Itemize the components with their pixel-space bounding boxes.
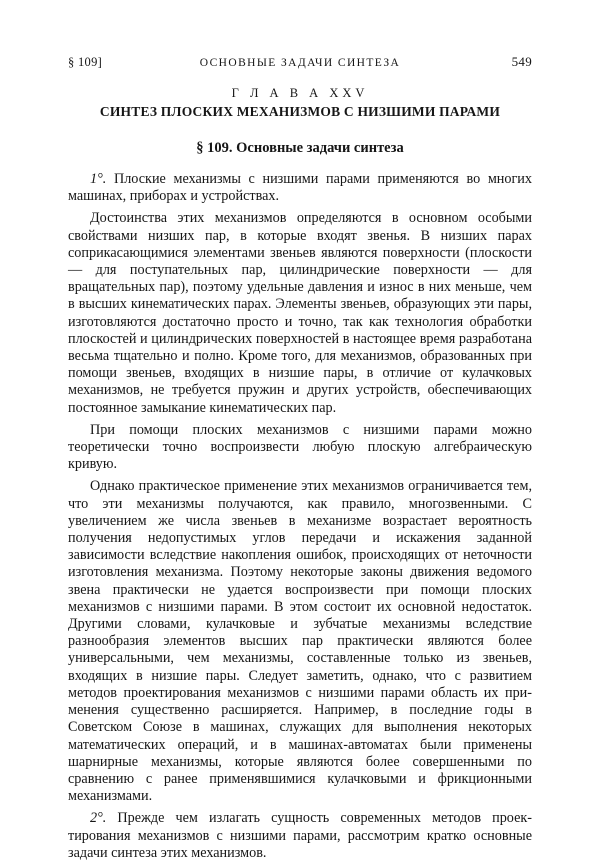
page-number: 549 — [511, 54, 532, 69]
chapter-label: Г Л А В А XXV — [231, 86, 369, 100]
paragraph-4 — [68, 478, 532, 805]
paragraph-text: Прежде чем излагать сущность современных методов проектирования механизмов с низшими парами, рассмотрим кратко основные задачи синтеза этих механизмов. — [68, 810, 532, 861]
paragraph-text: При помощи плоских механизмов с низшими парами можно теоретически точно воспроизвести любую плоскую алгебраическую кривую. — [68, 421, 532, 473]
running-title: ОСНОВНЫЕ ЗАДАЧИ СИНТЕЗА — [199, 57, 401, 69]
paragraph-number: 1°. — [90, 171, 107, 187]
book-page — [68, 54, 532, 862]
chapter-title: СИНТЕЗ ПЛОСКИХ МЕХАНИЗМОВ С НИЗШИМИ ПАРАМИ — [99, 104, 501, 119]
paragraph-number: 2°. — [90, 810, 107, 827]
section-heading: § 109. Основные задачи синтеза — [196, 140, 404, 156]
running-head — [68, 54, 532, 72]
paragraph-5 — [68, 810, 532, 862]
paragraph-2 — [68, 210, 532, 416]
paragraph-1 — [68, 171, 532, 205]
section-reference: § 109] — [68, 55, 103, 69]
paragraph-text: Однако практическое применение этих механизмов ограничивается тем, что эти механизмы получаются, как правило, многозвенными. С увеличением же числа звеньев в механизме возрастает вероятность получения недопустимых углов передачи и искажения заданной зависимости вследствие накопления ошибок, происходящих от неточности изготовления механизма. Поэтому некоторые законы движения ведомого звена практически не удается воспроизвести при помощи плоских механизмов с низшими парами. В этом состоит их основной недостаток. Другими словами, кулачковые и зубчатые механизмы вследствие разнообразия элементов высших пар практически являются более универсальными, чем механизмы, составленные только из звеньев, входящих в низшие пары. Следует заметить, однако, что с развитием методов проектирования механизмов с низшими парами область их применения существенно расширяется. Например, в последние годы в Советском Союзе в машинах, служащих для выполнения некоторых математических операций, и в машинах-автоматах были применены шарнирные механизмы, которые являются более совершенными по сравнению с ранее применявшимися кулачковыми и фрикционными механизмами. — [68, 478, 532, 805]
paragraph-text: Достоинства этих механизмов определяются в основном особыми свойствами низших пар, в которые входят звенья. В низших парах соприкасающимися элементами звеньев являются поверхности (плоскости — для поступательных пар, цилиндрические поверхности — для вращательных пар), поэтому удельные давления и износ в них меньше, чем в высших кинематических парах. Элементы звеньев, образующих эти пары, изготовляются достаточно просто и точно, так как технология обработки плоскостей и цилиндрических поверхностей в настоящее время разработана весьма тщательно и полно. Кроме того, для механизмов, образованных при помощи звеньев, входящих в низшие пары, в отличие от кулачковых механизмов, не требуется пружин и других устройств, обеспечивающих постоянное замыкание кинематических пар. — [68, 210, 532, 416]
paragraph-text: Плоские механизмы с низшими парами применяются во многих машинах, приборах и устройствах. — [68, 171, 532, 205]
paragraph-3 — [68, 422, 532, 474]
